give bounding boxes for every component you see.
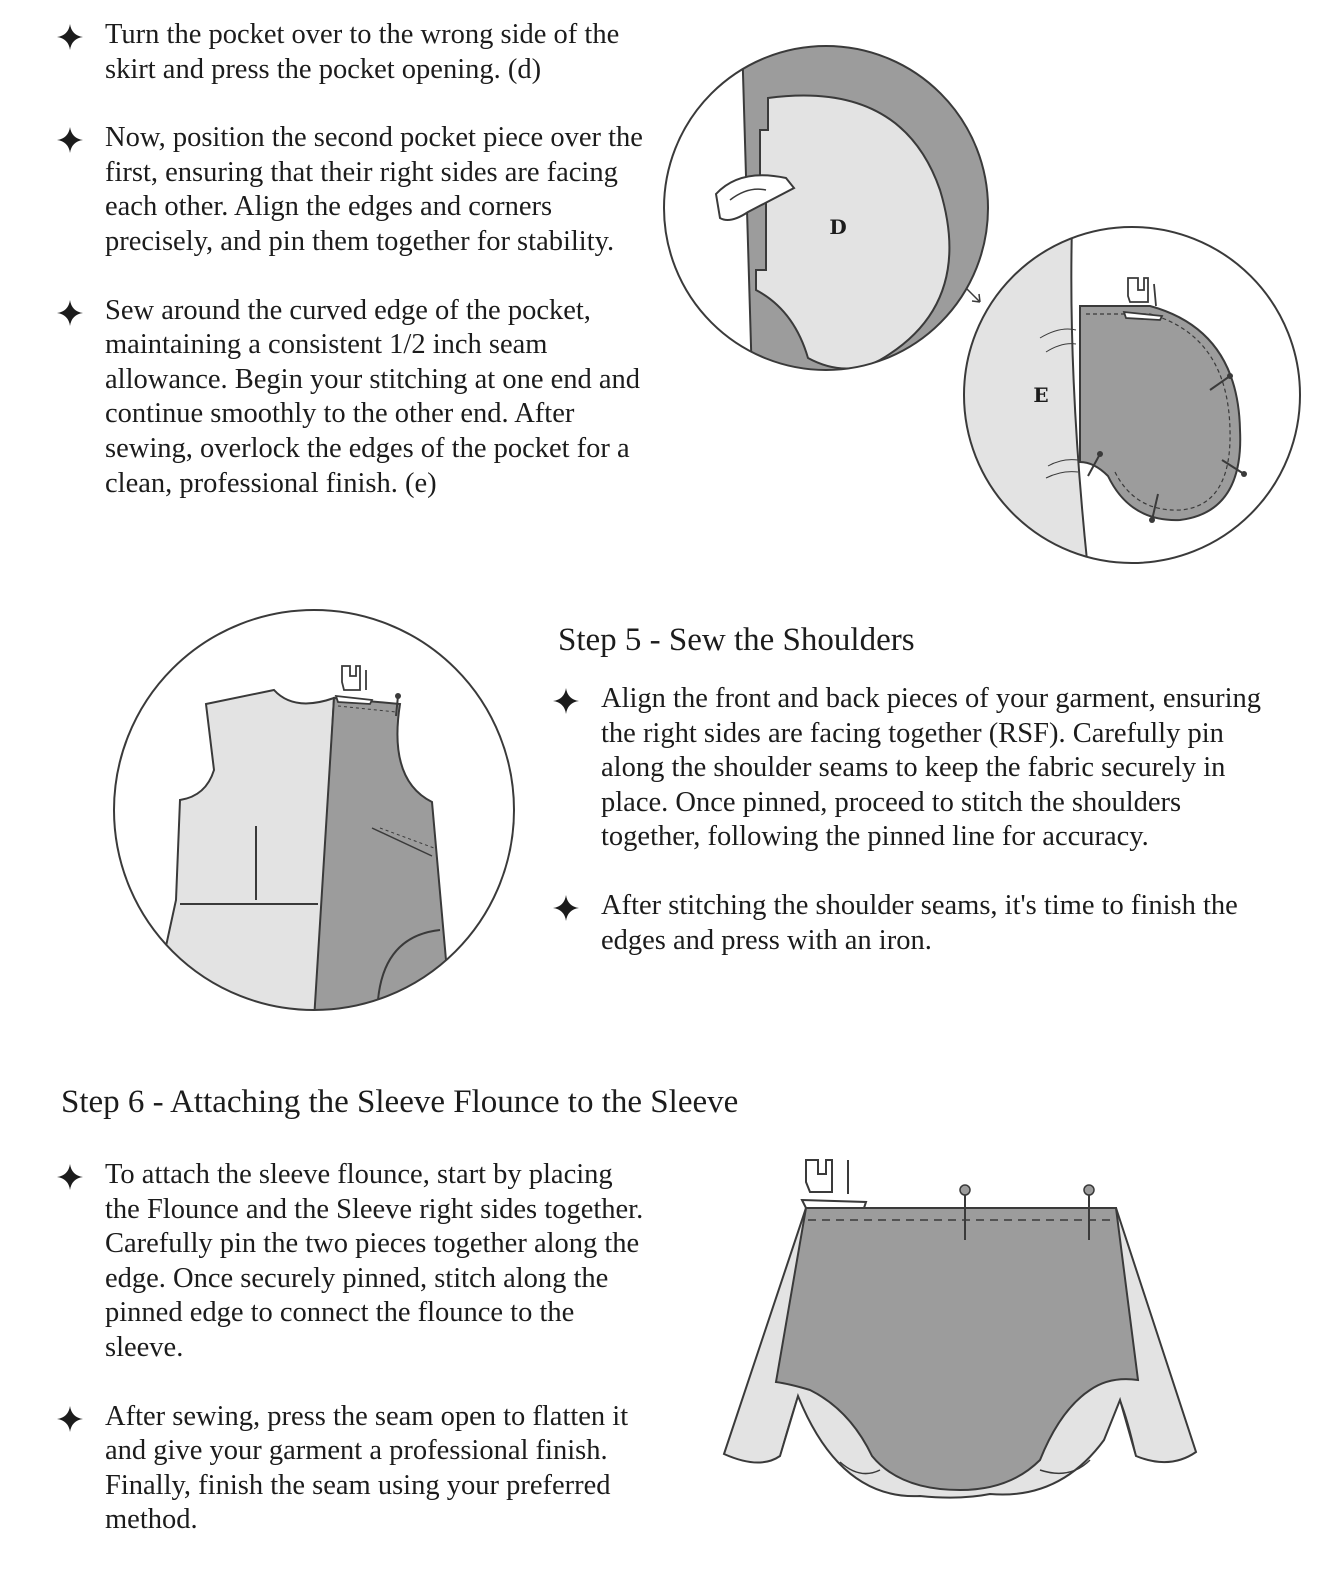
bullet-item	[57, 121, 657, 259]
figure-d-label: D	[829, 215, 847, 239]
bullet-item	[57, 294, 657, 502]
bullet-text: To attach the sleeve flounce, start by placing the Flounce and the Sleeve right sides together. Carefully pin the two pieces together along the edge. Once securely pinned, stitch along the pinned edge to connect the flounce to the sleeve.	[105, 1159, 644, 1363]
bullet-text: After stitching the shoulder seams, it's time to finish the edges and press with an iron.	[601, 889, 1238, 956]
step6-instructions	[57, 1158, 652, 1538]
star-bullet-icon	[57, 1164, 83, 1190]
bullet-item	[57, 1400, 652, 1538]
presser-foot-icon	[802, 1160, 866, 1208]
bullet-item	[553, 682, 1273, 855]
bullet-item	[57, 18, 657, 87]
star-bullet-icon	[57, 300, 83, 326]
step6-title: Step 6 - Attaching the Sleeve Flounce to the Sleeve	[61, 1084, 739, 1120]
shoulder-seam-illustration	[110, 600, 520, 1020]
bullet-item	[57, 1158, 652, 1366]
figure-e-label: E	[1033, 383, 1049, 407]
bullet-text: Now, position the second pocket piece over the first, ensuring that their right sides are facing each other. Align the edges and corners precisely, and pin them together for stability.	[105, 122, 643, 257]
arrow-icon	[966, 288, 980, 302]
bullet-text: After sewing, press the seam open to flatten it and give your garment a professional finish. Finally, finish the seam using your preferred method.	[105, 1400, 629, 1536]
star-bullet-icon	[57, 1406, 83, 1432]
sleeve-flounce-illustration	[715, 1150, 1205, 1510]
bullet-text: Turn the pocket over to the wrong side of the skirt and press the pocket opening. (d)	[105, 19, 620, 85]
bullet-text: Sew around the curved edge of the pocket, maintaining a consistent 1/2 inch seam allowance. Begin your stitching at one end and continue smoothly to the other end. After sewing, overlock the edges of the pocket for a clean, professional finish. (e)	[105, 294, 641, 499]
top-instructions	[57, 18, 657, 501]
star-bullet-icon	[553, 688, 579, 714]
step5-title: Step 5 - Sew the Shoulders	[558, 622, 915, 658]
bullet-text: Align the front and back pieces of your garment, ensuring the right sides are facing together (RSF). Carefully pin along the shoulder seams to keep the fabric securely in place. Once pinned, proceed to stitch the shoulders together, following the pinned line for accuracy.	[601, 683, 1262, 853]
bullet-item	[553, 889, 1273, 958]
star-bullet-icon	[57, 127, 83, 153]
pocket-press-illustration	[660, 30, 1310, 570]
star-bullet-icon	[57, 24, 83, 50]
star-bullet-icon	[553, 895, 579, 921]
step5-instructions	[553, 682, 1273, 958]
